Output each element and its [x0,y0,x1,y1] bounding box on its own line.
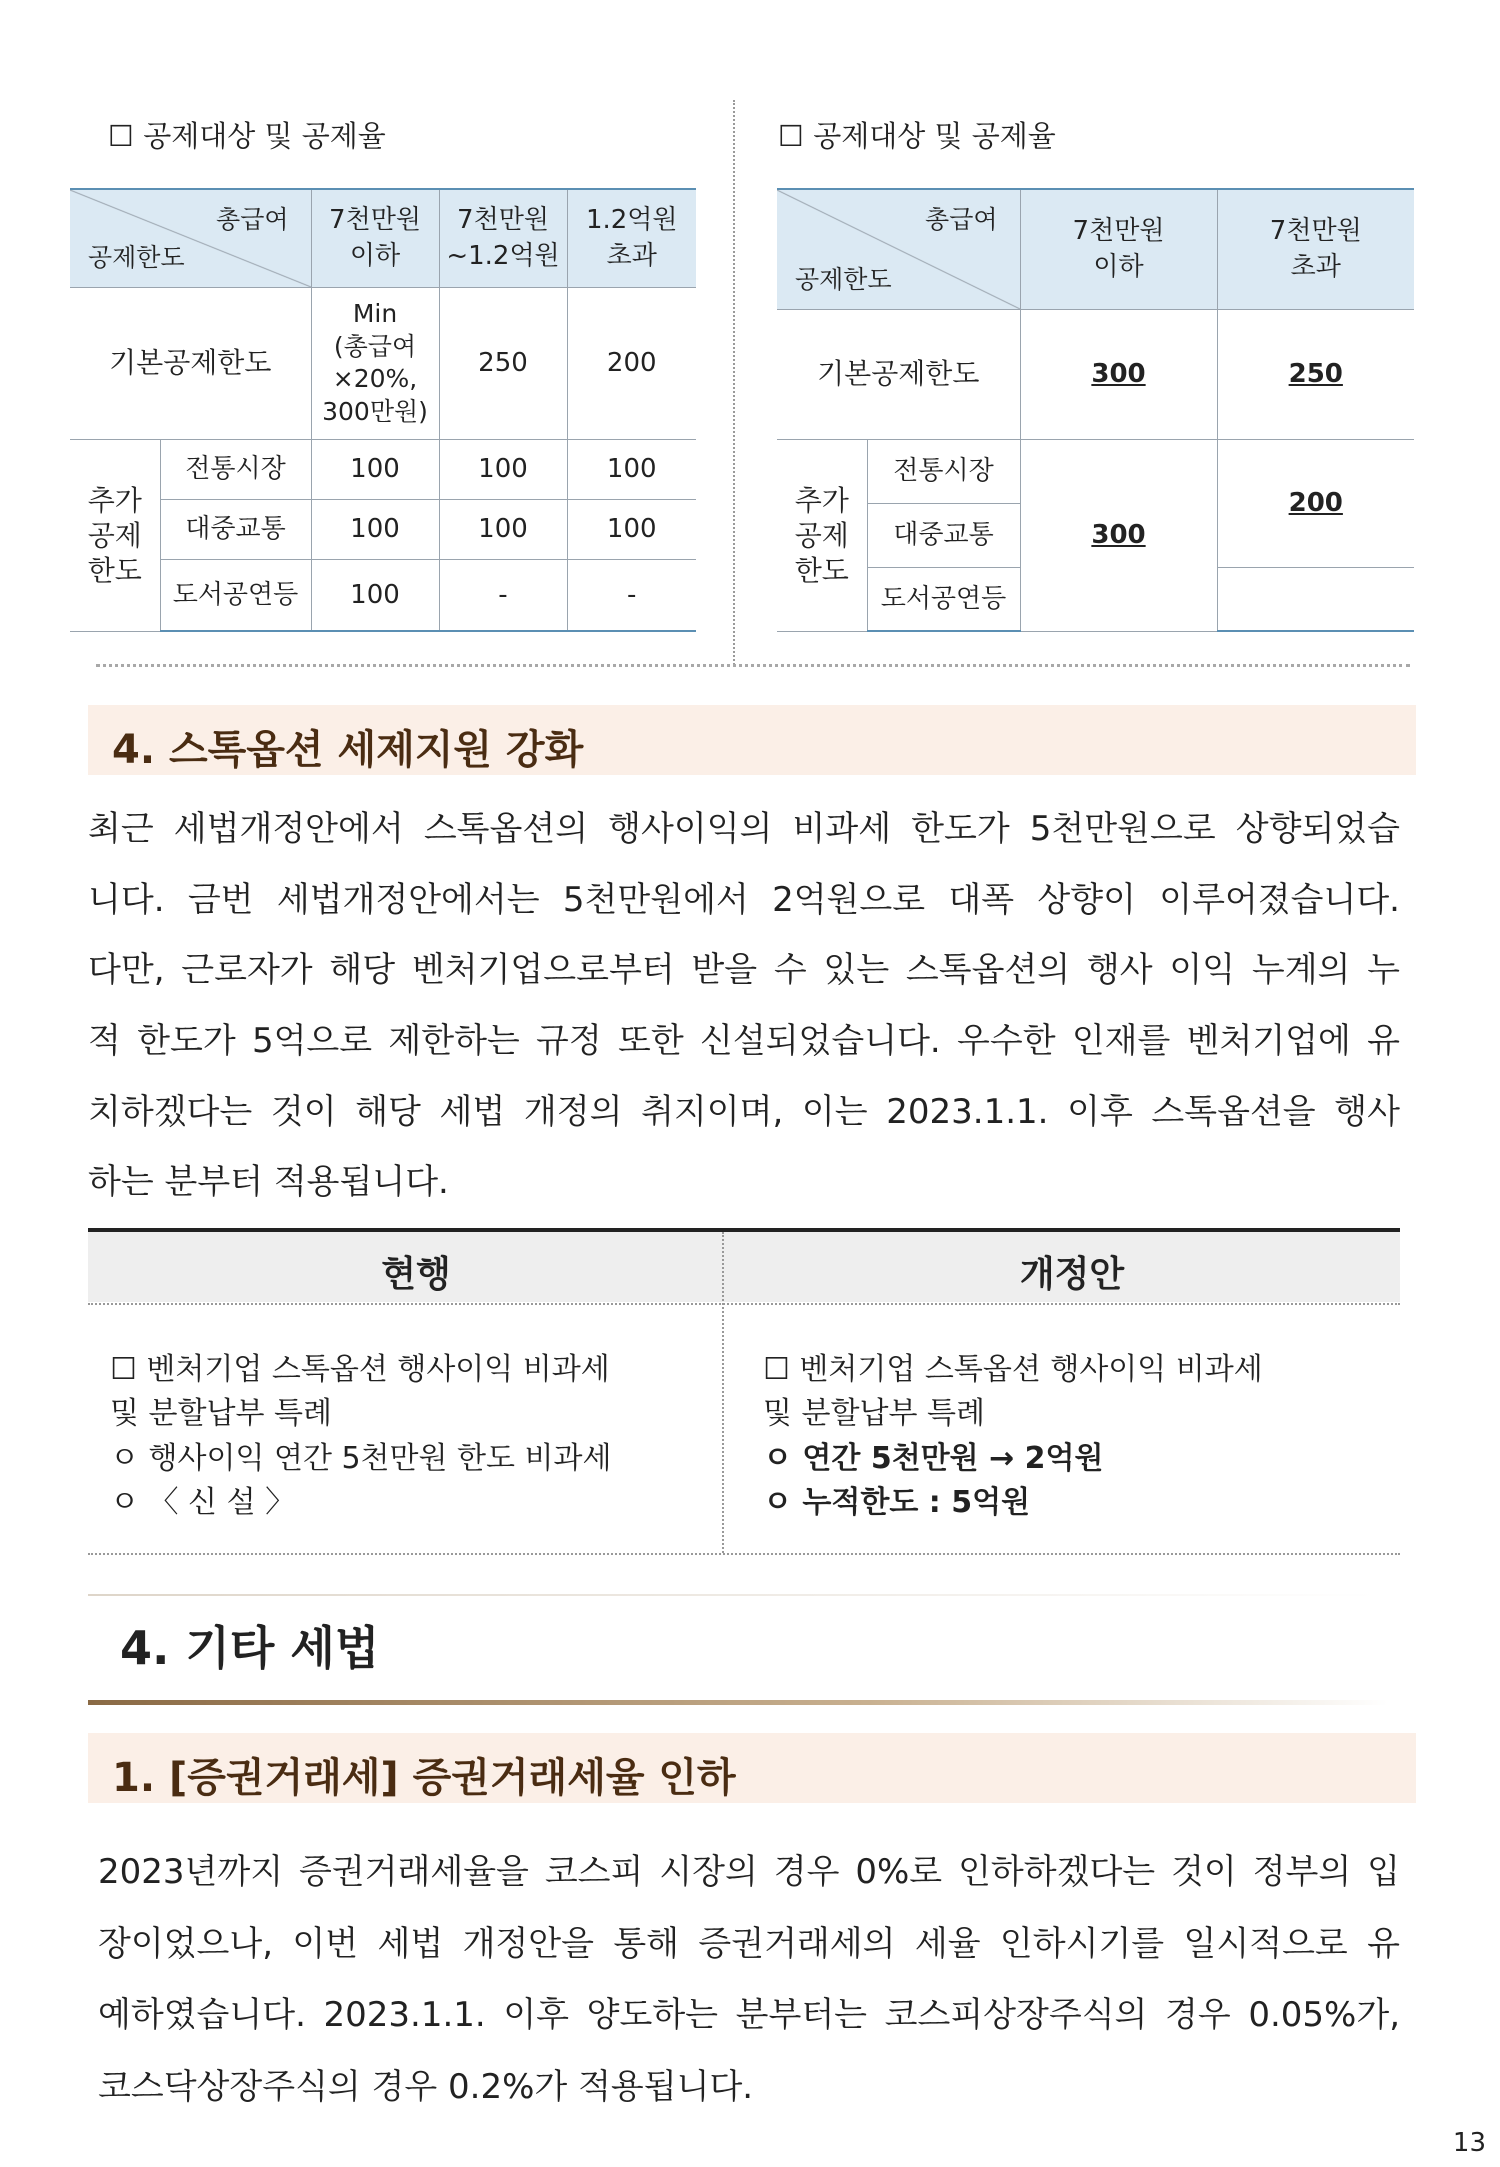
stock-option-section-title: 4. 스톡옵션 세제지원 강화 [112,727,584,773]
stock-option-line-6: 하는 분부터 적용됩니다. [88,1162,449,1202]
right-table-caption: ☐ 공제대상 및 공제율 [778,119,1056,153]
row-label-market: 전통시장 [867,439,1020,503]
basic-deduction-c1: Min (총급여 ×20%, 300만원) [311,287,439,439]
comparison-header-rule [88,1303,1400,1305]
total-salary-header: 총급여 [925,205,998,234]
basic-deduction-label: 기본공제한도 [777,309,1020,439]
transit-c1: 100 [311,499,439,559]
current-header: 현행 [381,1254,451,1295]
extra-deduction-c1-value: 300 [1091,519,1146,550]
header-over-70m: 7천만원 초과 [1217,189,1414,309]
table-divider [733,100,735,665]
comparison-bottom-rule [88,1553,1400,1555]
stock-option-line-3: 다만, 근로자가 해당 벤처기업으로부터 받을 수 있는 스톡옵션의 행사 이익 누계의 누 [88,950,1400,990]
stock-option-line-5: 치하겠다는 것이 해당 세법 개정의 취지이며, 이는 2023.1.1. 이후 스톡옵션을 행사 [88,1092,1400,1132]
securities-section-title: 1. [증권거래세] 증권거래세율 인하 [112,1755,736,1801]
basic-deduction-c3: 200 [567,287,696,439]
transit-c2: 100 [439,499,567,559]
revised-header: 개정안 [1019,1254,1125,1295]
revised-line-3: ㅇ 연간 5천만원 → 2억원 [763,1441,1104,1476]
basic-deduction-c2: 250 [439,287,567,439]
books-empty-cell [1217,567,1414,631]
books-c3: - [567,559,696,631]
basic-deduction-label: 기본공제한도 [70,287,311,439]
extra-deduction-c2-value: 200 [1288,487,1343,518]
comparison-header [88,1232,1400,1302]
row-label-market: 전통시장 [160,439,311,499]
header-70m-120m: 7천만원 ~1.2억원 [439,189,567,287]
basic-deduction-c1-value: 300 [1091,358,1146,389]
comparison-column-divider [722,1232,724,1553]
right-deduction-table [777,188,1414,632]
basic-deduction-c1 [1020,309,1217,439]
left-deduction-table [70,188,696,632]
basic-deduction-c2-value: 250 [1288,358,1343,389]
stock-option-line-2: 니다. 금번 세법개정안에서는 5천만원에서 2억원으로 대폭 상향이 이루어졌습니다. [88,880,1400,920]
diagonal-header-cell [777,189,1020,309]
chapter-underline [88,1700,1388,1705]
extra-deduction-label: 추가 공제 한도 [70,439,160,631]
revised-line-2: 및 분할납부 특례 [763,1396,985,1431]
transit-c3: 100 [567,499,696,559]
header-under-70m: 7천만원 이하 [311,189,439,287]
row-label-transit: 대중교통 [867,503,1020,567]
row-label-books: 도서공연등 [867,567,1020,631]
market-c3: 100 [567,439,696,499]
extra-deduction-c2 [1217,439,1414,567]
stock-option-section-header [88,705,1416,775]
row-label-transit: 대중교통 [160,499,311,559]
books-c2: - [439,559,567,631]
stock-option-line-1: 최근 세법개정안에서 스톡옵션의 행사이익의 비과세 한도가 5천만원으로 상향되었습 [88,809,1400,849]
extra-deduction-c1 [1020,439,1217,631]
diagonal-header-cell [70,189,311,287]
chapter-title: 4. 기타 세법 [120,1621,380,1675]
chapter-top-rule [88,1594,1378,1596]
current-line-3: ㅇ 행사이익 연간 5천만원 한도 비과세 [110,1441,612,1476]
page-number: 13 [1452,2128,1486,2158]
securities-line-4: 코스닥상장주식의 경우 0.2%가 적용됩니다. [98,2067,754,2107]
header-over-120m: 1.2억원 초과 [567,189,696,287]
deduction-limit-header: 공제한도 [795,264,892,294]
deduction-limit-header: 공제한도 [88,242,185,272]
basic-deduction-c2 [1217,309,1414,439]
current-line-4: ㅇ 〈 신 설 〉 [110,1485,296,1520]
revised-line-1: ☐ 벤처기업 스톡옵션 행사이익 비과세 [763,1352,1263,1387]
books-c1: 100 [311,559,439,631]
market-c1: 100 [311,439,439,499]
current-line-1: ☐ 벤처기업 스톡옵션 행사이익 비과세 [110,1352,610,1387]
extra-deduction-label: 추가 공제 한도 [777,439,867,631]
total-salary-header: 총급여 [216,205,289,234]
section-divider [96,664,1410,667]
stock-option-line-4: 적 한도가 5억으로 제한하는 규정 또한 신설되었습니다. 우수한 인재를 벤처기업에 유 [88,1021,1400,1061]
current-line-2: 및 분할납부 특례 [110,1396,332,1431]
securities-line-1: 2023년까지 증권거래세율을 코스피 시장의 경우 0%로 인하하겠다는 것이 정부의 입 [98,1852,1400,1892]
revised-line-4: ㅇ 누적한도 : 5억원 [763,1485,1031,1520]
row-label-books: 도서공연등 [160,559,311,631]
securities-line-2: 장이었으나, 이번 세법 개정안을 통해 증권거래세의 세율 인하시기를 일시적으로 유 [98,1924,1400,1964]
securities-line-3: 예하였습니다. 2023.1.1. 이후 양도하는 분부터는 코스피상장주식의 경우 0.05%가, [98,1995,1400,2035]
left-table-caption: ☐ 공제대상 및 공제율 [108,119,386,153]
securities-section-header [88,1733,1416,1803]
header-under-70m: 7천만원 이하 [1020,189,1217,309]
market-c2: 100 [439,439,567,499]
